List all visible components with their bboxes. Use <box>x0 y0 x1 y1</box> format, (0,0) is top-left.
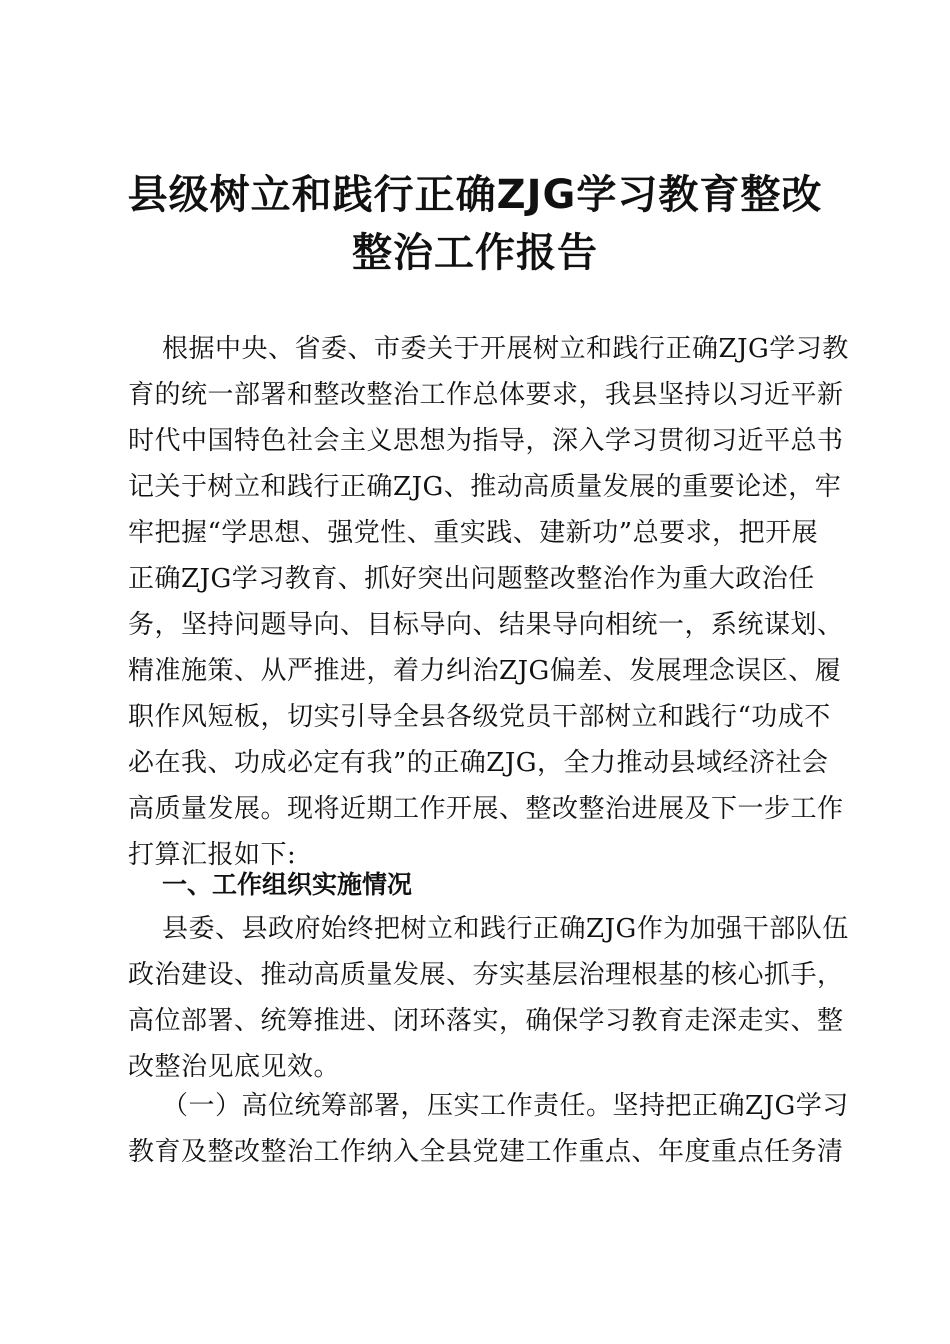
text-line: 务，坚持问题导向、目标导向、结果导向相统一，系统谋划、 <box>128 610 844 640</box>
text-line: 根据中央、省委、市委关于开展树立和践行正确ZJG学习教 <box>162 334 849 364</box>
text-line: 牢把握“学思想、强党性、重实践、建新功”总要求，把开展 <box>128 518 819 548</box>
text-line: 记关于树立和践行正确ZJG、推动高质量发展的重要论述，牢 <box>128 472 842 502</box>
title-line: 县级树立和践行正确ZJG学习教育整改 <box>127 172 823 218</box>
text-line: 县委、县政府始终把树立和践行正确ZJG作为加强干部队伍 <box>162 914 849 944</box>
text-line: 精准施策、从严推进，着力纠治ZJG偏差、发展理念误区、履 <box>128 656 842 686</box>
document-title <box>110 166 840 282</box>
paragraph-section1 <box>128 906 849 1090</box>
text-line: 高质量发展。现将近期工作开展、整改整治进展及下一步工作 <box>128 794 844 824</box>
text-line: （一）高位统筹部署，压实工作责任。坚持把正确ZJG学习 <box>162 1091 849 1121</box>
text-line: 改整治见底见效。 <box>128 1052 341 1082</box>
text-line: 打算汇报如下: <box>128 840 297 870</box>
section-heading: 一、工作组织实施情况 <box>162 870 413 899</box>
text-line: 政治建设、推动高质量发展、夯实基层治理根基的核心抓手， <box>128 960 844 990</box>
text-line: 时代中国特色社会主义思想为指导，深入学习贯彻习近平总书 <box>128 426 844 456</box>
text-line: 必在我、功成必定有我”的正确ZJG，全力推动县域经济社会 <box>128 748 829 778</box>
text-line: 育的统一部署和整改整治工作总体要求，我县坚持以习近平新 <box>128 380 844 410</box>
text-line: 教育及整改整治工作纳入全县党建工作重点、年度重点任务清 <box>128 1137 844 1167</box>
paragraph-subsection1 <box>128 1083 849 1175</box>
text-line: 正确ZJG学习教育、抓好突出问题整改整治作为重大政治任 <box>128 564 815 594</box>
text-line: 职作风短板，切实引导全县各级党员干部树立和践行“功成不 <box>128 702 831 732</box>
text-line: 高位部署、统筹推进、闭环落实，确保学习教育走深走实、整 <box>128 1006 844 1036</box>
title-line: 整治工作报告 <box>352 230 598 276</box>
paragraph-intro <box>128 326 849 878</box>
